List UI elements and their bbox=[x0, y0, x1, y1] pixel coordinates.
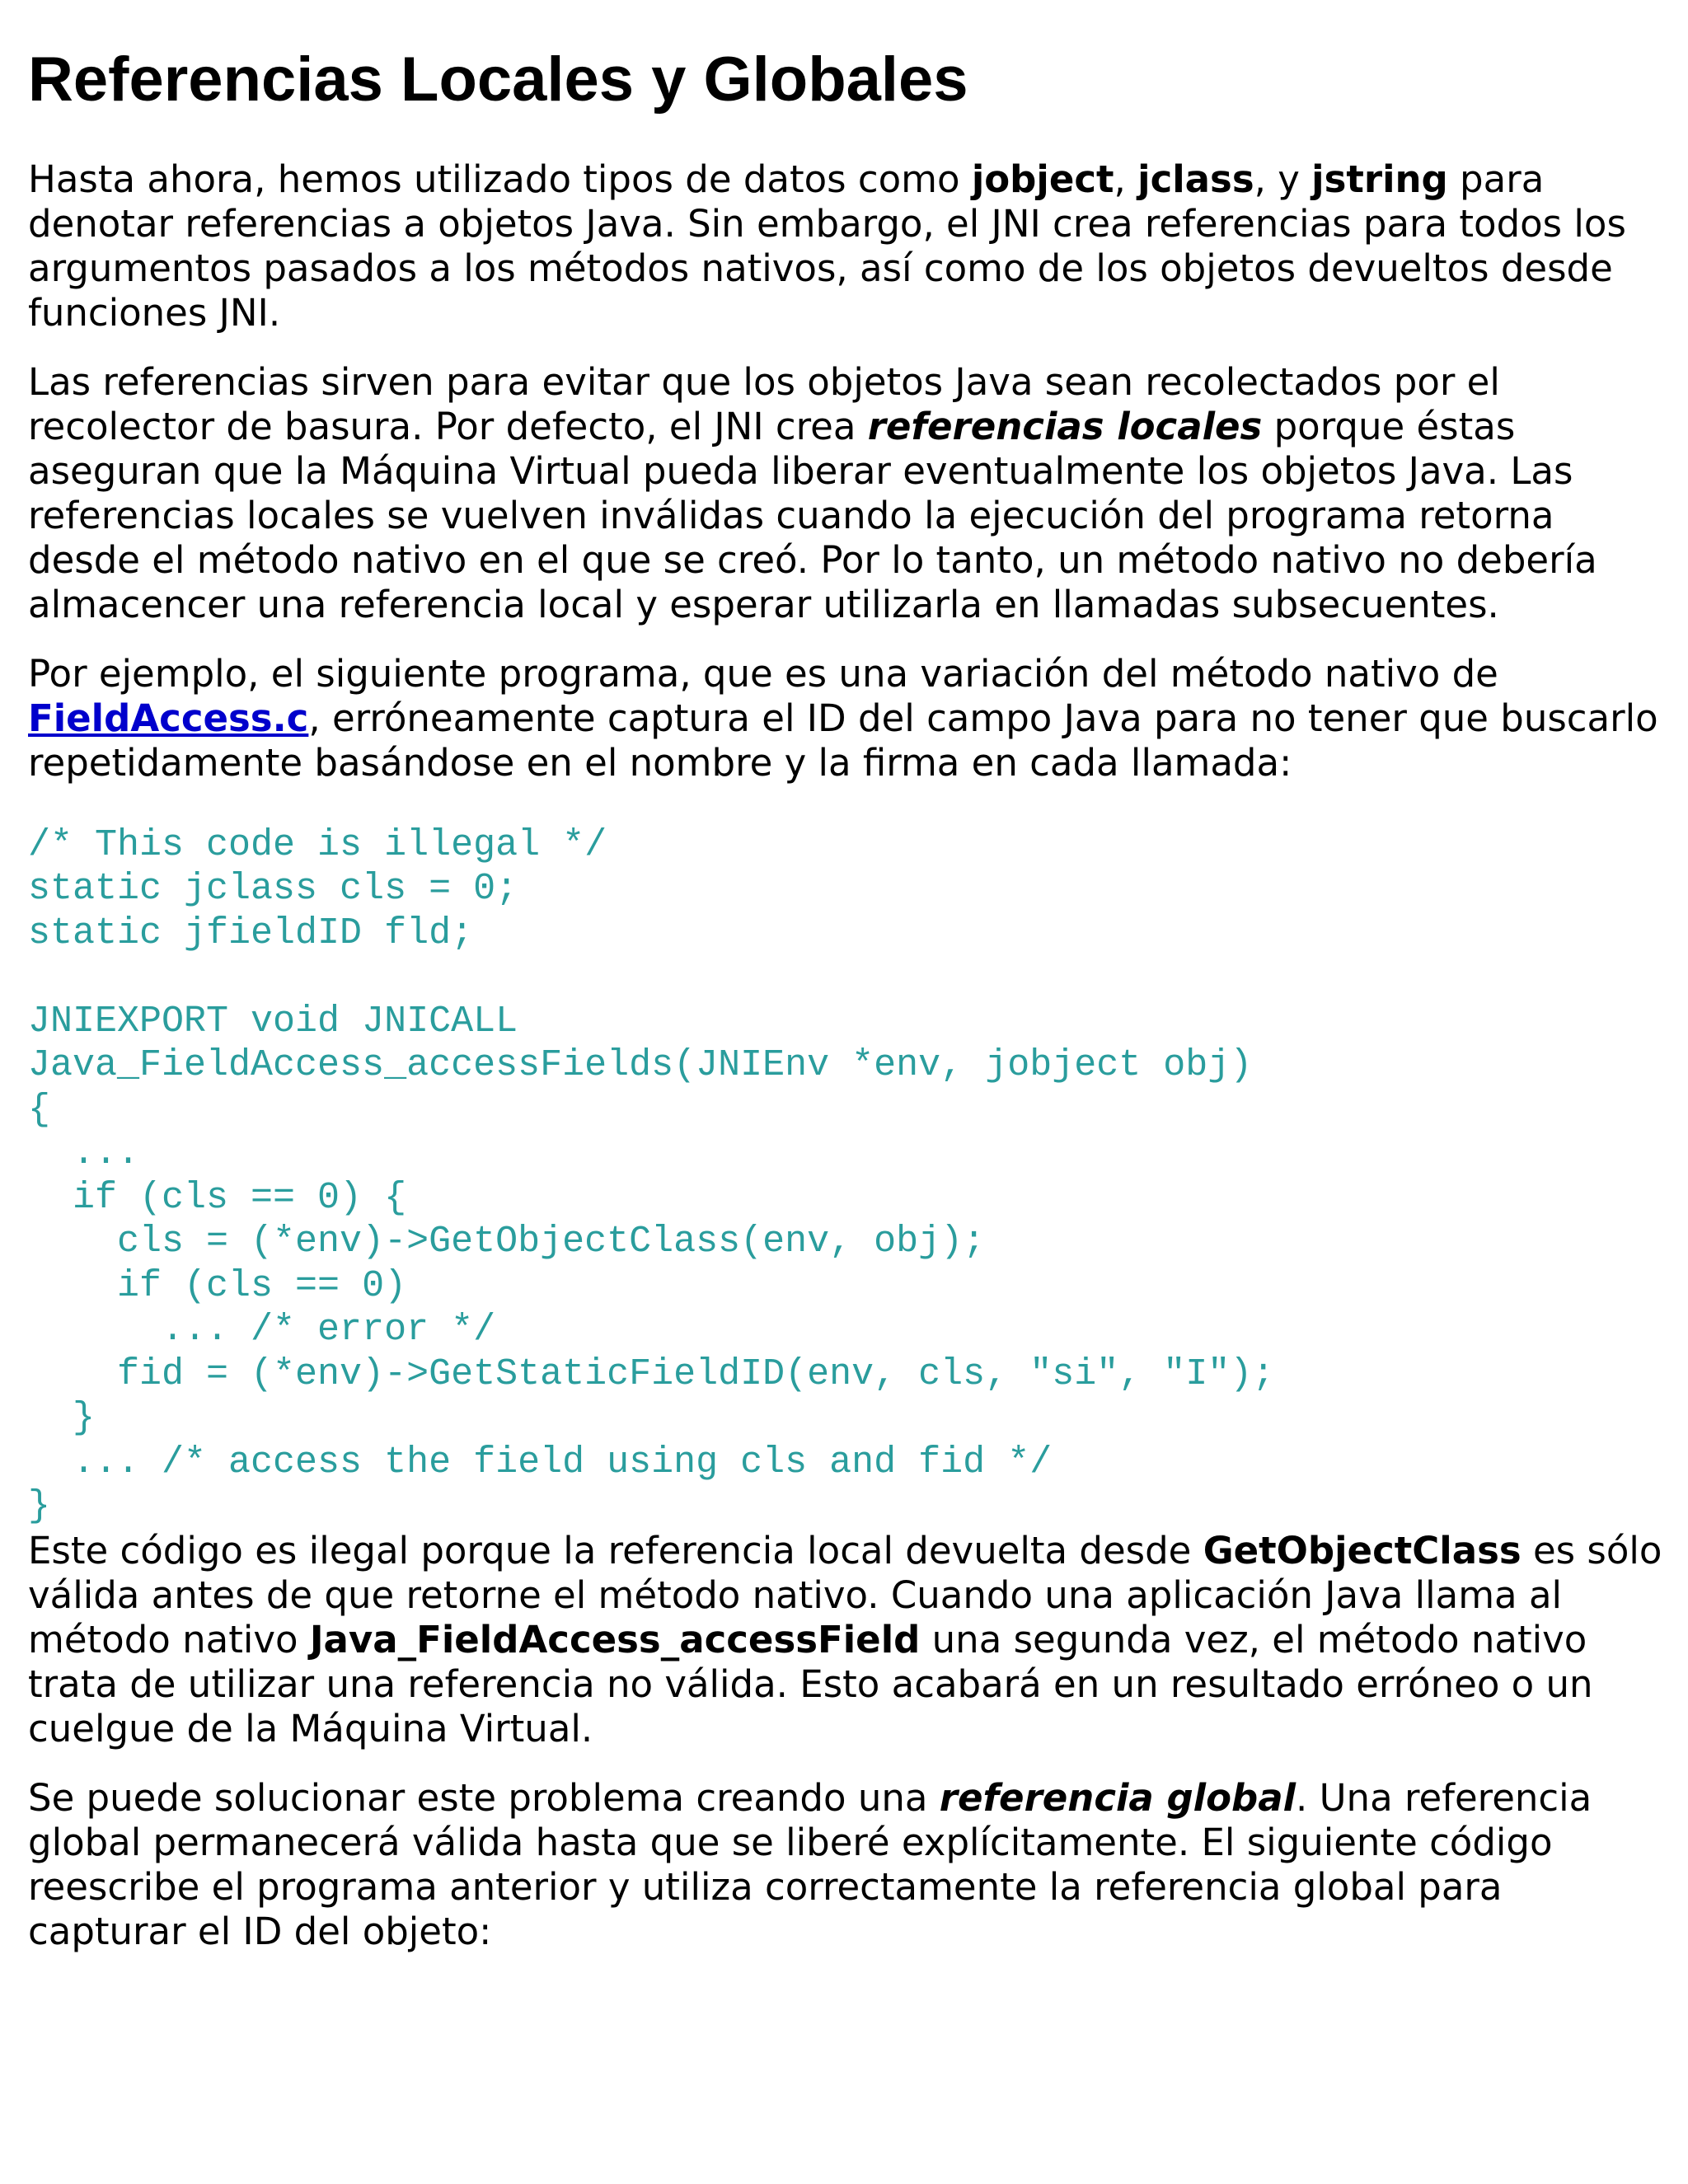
term-jclass: jclass bbox=[1137, 157, 1254, 201]
paragraph-local-refs bbox=[28, 360, 1668, 627]
code-line: ... bbox=[28, 1132, 140, 1175]
text-run: Por ejemplo, el siguiente programa, que es una variación del método nativo de bbox=[28, 651, 1498, 696]
text-run: Se puede solucionar este problema creando una bbox=[28, 1775, 940, 1820]
text-run: . Una referencia global permanecerá válida hasta que se liberé explícitamente. El siguiente código reescribe el programa anterior y utiliza correctamente la referencia global para capturar el ID del objeto: bbox=[28, 1775, 1592, 1953]
code-line: static jfieldID fld; bbox=[28, 912, 474, 954]
term-getobjectclass: GetObjectClass bbox=[1203, 1528, 1522, 1572]
text-run: , erróneamente captura el ID del campo Java para no tener que buscarlo repetidamente basándose en el nombre y la firma en cada llamada: bbox=[28, 696, 1658, 785]
code-line: ... /* access the field using cls and fid */ bbox=[28, 1441, 1053, 1483]
document-page bbox=[28, 45, 1668, 1979]
term-referencias-locales: referencias locales bbox=[867, 404, 1263, 448]
text-run: , bbox=[1114, 157, 1138, 201]
code-line: static jclass cls = 0; bbox=[28, 868, 518, 911]
code-line: } bbox=[28, 1485, 51, 1528]
text-run: Las referencias sirven para evitar que los objetos Java sean recolectados por el recolector de basura. Por defecto, el JNI crea bbox=[28, 359, 1500, 448]
code-line: { bbox=[28, 1088, 51, 1131]
text-run: , y bbox=[1254, 157, 1312, 201]
fieldaccess-link[interactable]: FieldAccess.c bbox=[28, 696, 309, 740]
text-run: porque éstas aseguran que la Máquina Virtual pueda liberar eventualmente los objetos Java. Las referencias locales se vuelven inválidas cuando la ejecución del programa retorna desde el método nativo en el que se creó. Por lo tanto, un método nativo no debería almacencer una referencia local y esperar utilizarla en llamadas subsecuentes. bbox=[28, 404, 1597, 626]
term-jstring: jstring bbox=[1311, 157, 1448, 201]
code-line: } bbox=[28, 1397, 96, 1440]
page-title: Referencias Locales y Globales bbox=[28, 45, 968, 115]
term-java-fieldaccess-accessfield: Java_FieldAccess_accessField bbox=[309, 1617, 921, 1661]
paragraph-intro bbox=[28, 157, 1668, 335]
text-run: para denotar referencias a objetos Java. Sin embargo, el JNI crea referencias para todos los argumentos pasados a los métodos nativos, así como de los objetos devueltos desde funciones JNI. bbox=[28, 157, 1626, 335]
code-line bbox=[28, 955, 1668, 1000]
term-jobject: jobject bbox=[971, 157, 1114, 201]
code-line: cls = (*env)->GetObjectClass(env, obj); bbox=[28, 1221, 986, 1263]
paragraph-example-intro bbox=[28, 652, 1668, 785]
paragraph-illegal-explanation bbox=[28, 1529, 1668, 1751]
code-line: if (cls == 0) bbox=[28, 1264, 407, 1307]
code-line: Java_FieldAccess_accessFields(JNIEnv *env, jobject obj) bbox=[28, 1044, 1253, 1087]
text-run: es sólo válida antes de que retorne el método nativo. Cuando una aplicación Java llama al método nativo bbox=[28, 1528, 1662, 1661]
code-line: JNIEXPORT void JNICALL bbox=[28, 1000, 518, 1043]
code-line: ... /* error */ bbox=[28, 1309, 496, 1352]
text-run: Este código es ilegal porque la referencia local devuelta desde bbox=[28, 1528, 1203, 1572]
text-run: Hasta ahora, hemos utilizado tipos de datos como bbox=[28, 157, 972, 201]
code-line: if (cls == 0) { bbox=[28, 1176, 407, 1219]
code-line: /* This code is illegal */ bbox=[28, 823, 607, 866]
code-block bbox=[28, 823, 1668, 1529]
term-referencia-global: referencia global bbox=[939, 1775, 1296, 1820]
paragraph-global-refs bbox=[28, 1776, 1668, 1954]
code-line: fid = (*env)->GetStaticFieldID(env, cls, "si", "I"); bbox=[28, 1352, 1275, 1395]
text-run: una segunda vez, el método nativo trata de utilizar una referencia no válida. Esto acabará en un resultado erróneo o un cuelgue de la Máquina Virtual. bbox=[28, 1617, 1593, 1750]
